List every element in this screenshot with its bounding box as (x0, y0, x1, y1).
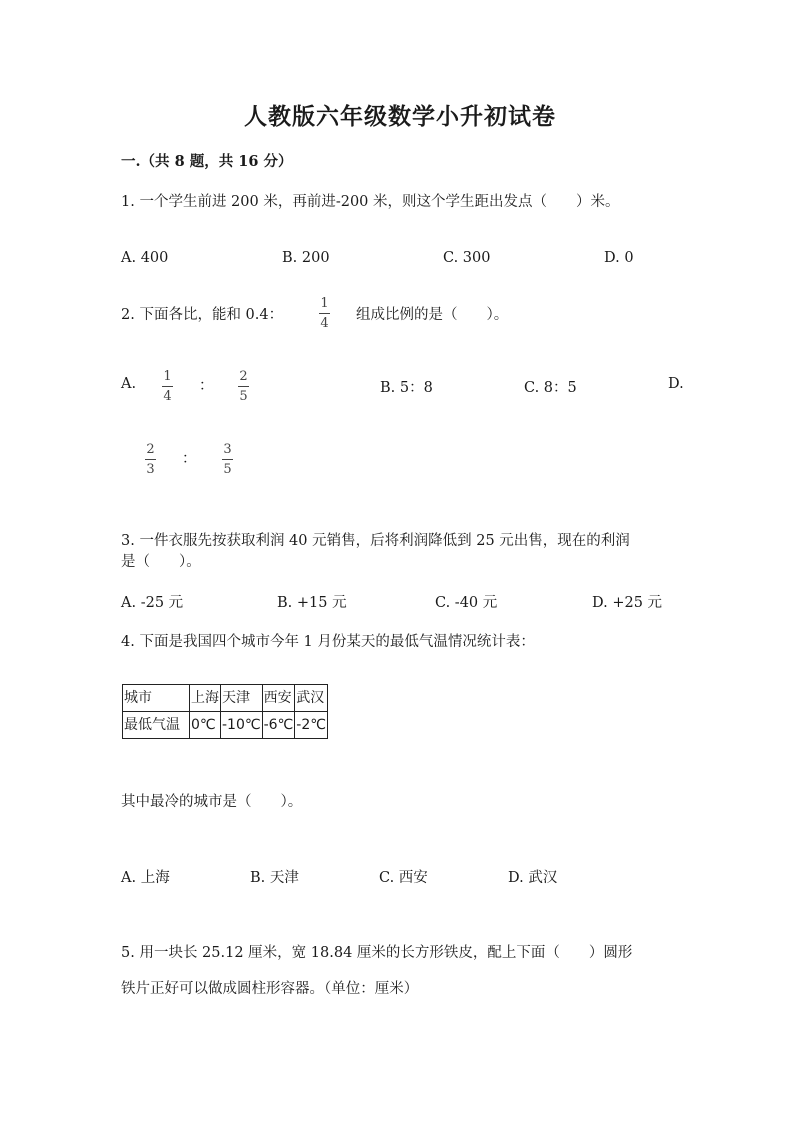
question-2-option-d-label: D. (668, 376, 684, 392)
fraction-bar (238, 386, 249, 387)
fraction-denominator: 3 (146, 462, 155, 477)
table-cell: 最低气温 (123, 712, 190, 739)
question-3-option-c: C. -40 元 (435, 595, 498, 611)
table-cell: 武汉 (295, 685, 328, 712)
question-3-option-b: B. +15 元 (277, 595, 347, 611)
fraction-bar (222, 459, 233, 460)
table-cell: -2℃ (295, 712, 328, 739)
question-2-stem-before: 2. 下面各比，能和 0.4： (121, 307, 284, 323)
fraction-bar (319, 313, 330, 314)
table-cell: 0℃ (190, 712, 221, 739)
table-cell: 城市 (123, 685, 190, 712)
fraction-numerator: 1 (163, 369, 172, 384)
fraction-denominator: 4 (320, 316, 329, 331)
table-cell: 天津 (221, 685, 263, 712)
question-3-line-2: 是（ ）。 (121, 554, 201, 570)
question-3-option-a: A. -25 元 (121, 595, 184, 611)
table-cell: -10℃ (221, 712, 263, 739)
fraction-denominator: 5 (223, 462, 232, 477)
question-4-follow-up: 其中最冷的城市是（ ）。 (121, 794, 303, 810)
temperature-table (122, 684, 328, 739)
question-2-option-a-colon: ： (199, 378, 214, 394)
question-3-line-1: 3. 一件衣服先按获取利润 40 元销售，后将利润降低到 25 元出售，现在的利润 (121, 533, 630, 549)
fraction-numerator: 2 (146, 442, 155, 457)
table-row (123, 685, 328, 712)
question-2-option-c: C. 8：5 (524, 380, 577, 396)
question-1-option-d: D. 0 (604, 250, 634, 266)
question-1-option-a: A. 400 (121, 250, 169, 266)
question-1-option-b: B. 200 (282, 250, 330, 266)
question-2-stem-after: 组成比例的是（ ）。 (356, 307, 509, 323)
page-title: 人教版六年级数学小升初试卷 (244, 103, 556, 130)
question-4-option-a: A. 上海 (121, 870, 170, 886)
fraction-numerator: 3 (223, 442, 232, 457)
fraction-numerator: 2 (239, 369, 248, 384)
question-5-line-1: 5. 用一块长 25.12 厘米，宽 18.84 厘米的长方形铁皮，配上下面（ ）圆形 (121, 945, 633, 961)
table-cell: 上海 (190, 685, 221, 712)
question-4-option-b: B. 天津 (250, 870, 299, 886)
question-1-text: 1. 一个学生前进 200 米，再前进-200 米，则这个学生距出发点（ ）米。 (121, 194, 620, 210)
question-2-option-b: B. 5：8 (380, 380, 433, 396)
fraction-denominator: 4 (163, 389, 172, 404)
fraction-bar (162, 386, 173, 387)
fraction-numerator: 1 (320, 296, 329, 311)
question-2-option-d-colon: ： (182, 451, 197, 467)
question-5-line-2: 铁片正好可以做成圆柱形容器。（单位：厘米） (121, 981, 419, 997)
question-2-option-d-left-fraction (145, 443, 156, 476)
question-4-option-d: D. 武汉 (508, 870, 558, 886)
question-2-stem-fraction (319, 297, 330, 330)
question-2-option-a-label: A. (121, 376, 137, 392)
question-2-option-d-right-fraction (222, 443, 233, 476)
question-2-option-a-left-fraction (162, 370, 173, 403)
table-cell: -6℃ (262, 712, 295, 739)
section-heading: 一.（共 8 题，共 16 分） (121, 153, 293, 170)
table-row (123, 712, 328, 739)
fraction-denominator: 5 (239, 389, 248, 404)
question-2-option-a-right-fraction (238, 370, 249, 403)
question-1-option-c: C. 300 (443, 250, 491, 266)
fraction-bar (145, 459, 156, 460)
question-4-option-c: C. 西安 (379, 870, 428, 886)
question-3-option-d: D. +25 元 (592, 595, 663, 611)
question-4-text: 4. 下面是我国四个城市今年 1 月份某天的最低气温情况统计表： (121, 634, 535, 650)
table-cell: 西安 (262, 685, 295, 712)
